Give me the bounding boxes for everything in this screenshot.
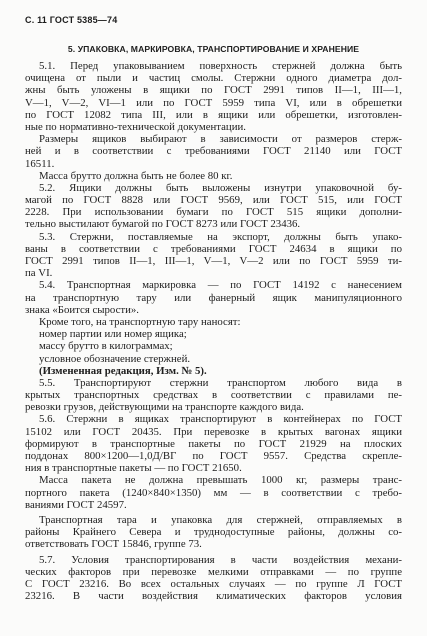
text-line: магой по ГОСТ 8828 или ГОСТ 9569, или ГОСТ 515, или ГОСТ: [25, 194, 402, 207]
text-line: 5.1. Перед упаковыванием поверхность стержней должна быть: [39, 60, 402, 72]
text-line: массу брутто в килограммах;: [39, 340, 173, 353]
text-line: ГОСТ 2991 типов II—1, III—1, V—1, V—2 или по ГОСТ 5959 ти-: [25, 255, 402, 267]
text-line: Масса брутто должна быть не более 80 кг.: [39, 169, 233, 182]
text-line: 16511.: [25, 157, 55, 170]
text-line: 5.6. Стержни в ящиках транспортируют в контейнерах по ГОСТ: [39, 413, 402, 426]
text-line: ответствовать ГОСТ 15846, группе 73.: [25, 538, 202, 551]
amendment-note: (Измененная редакция, Изм. № 5).: [39, 364, 207, 377]
text-line: крытых транспортных средствах в соответствии с правилами пе-: [25, 389, 402, 402]
text-line: па VI.: [25, 267, 53, 280]
text-line: по ГОСТ 12082 типа III, или в ящики или обрешетки, изготовлен-: [25, 108, 402, 121]
text-line: на транспортную тару или фанерный ящик манипуляционного: [25, 291, 402, 304]
text-line: тельно выстилают бумагой по ГОСТ 8273 или ГОСТ 23436.: [25, 218, 301, 231]
text-line: поддонах 800×1200—1,0Д/ВГ по ГОСТ 9557. Средства скрепле-: [25, 450, 402, 462]
text-line: номер партии или номер ящика;: [39, 328, 187, 341]
text-line: Кроме того, на транспортную тару наносят:: [39, 315, 241, 328]
text-line: 23216. В части воздействия климатических факторов условия: [25, 590, 402, 603]
text-line: районы Крайнего Севера и труднодоступные районы, должны со-: [25, 526, 402, 539]
text-line: 5.3. Стержни, поставляемые на экспорт, должны быть упако-: [39, 230, 402, 243]
body-text: [25, 60, 402, 602]
text-line: 5.4. Транспортная маркировка — по ГОСТ 14192 с нанесением: [39, 279, 402, 292]
text-line: ваниями ГОСТ 24597.: [25, 498, 127, 511]
section-title: 5. УПАКОВКА, МАРКИРОВКА, ТРАНСПОРТИРОВАНИЕ И ХРАНЕНИЕ: [67, 44, 360, 54]
text-line: С ГОСТ 23216. Во всех остальных случаях — по группе Л ГОСТ: [25, 577, 402, 590]
text-line: формируют в транспортные пакеты по ГОСТ 21929 на плоских: [25, 437, 402, 450]
text-line: Размеры ящиков выбирают в зависимости от размеров стерж-: [39, 133, 402, 146]
text-line: 5.2. Ящики должны быть выложены изнутри упаковочной бу-: [39, 181, 402, 194]
text-line: портного пакета (1240×840×1350) мм — в соответствии с требо-: [25, 486, 402, 499]
text-line: 2228. При использовании бумаги по ГОСТ 515 ящики дополни-: [25, 206, 402, 219]
text-line: знака «Боится сырости».: [25, 303, 139, 316]
running-header: С. 11 ГОСТ 5385—74: [25, 15, 118, 25]
text-line: ревозки грузов, действующими на транспорте каждого вида.: [25, 401, 304, 414]
text-line: Транспортная тара и упаковка для стержней, отправляемых в: [39, 513, 402, 526]
text-line: ния в транспортные пакеты — по ГОСТ 21650.: [25, 462, 242, 475]
text-line: 5.5. Транспортируют стержни транспортом любого вида в: [39, 376, 402, 389]
text-line: ваны в соответствии с требованиями ГОСТ 24634 в ящики по: [25, 242, 402, 255]
text-line: ней и в соответствии с требованиями ГОСТ 21140 или ГОСТ: [25, 145, 402, 158]
text-line: условное обозначение стержней.: [39, 352, 191, 365]
text-line: жны быть уложены в ящики по ГОСТ 2991 типов II—1, III—1,: [25, 84, 402, 97]
text-line: ные по нормативно-технической документации.: [25, 120, 246, 133]
text-line: ческих факторов при перевозке мелкими отправками — по группе: [25, 565, 402, 578]
text-line: 15102 или ГОСТ 20435. При перевозке в крытых вагонах ящики: [25, 425, 402, 438]
text-line: V—1, V—2, VI—1 или по ГОСТ 5959 типа VI, или в обрешетки: [25, 96, 402, 109]
text-line: 5.7. Условия транспортирования в части воздействия механи-: [39, 553, 402, 566]
text-line: очищена от пыли и частиц смолы. Стержни одного диаметра дол-: [25, 72, 402, 85]
text-line: Масса пакета не должна превышать 1000 кг, размеры транс-: [39, 474, 402, 487]
